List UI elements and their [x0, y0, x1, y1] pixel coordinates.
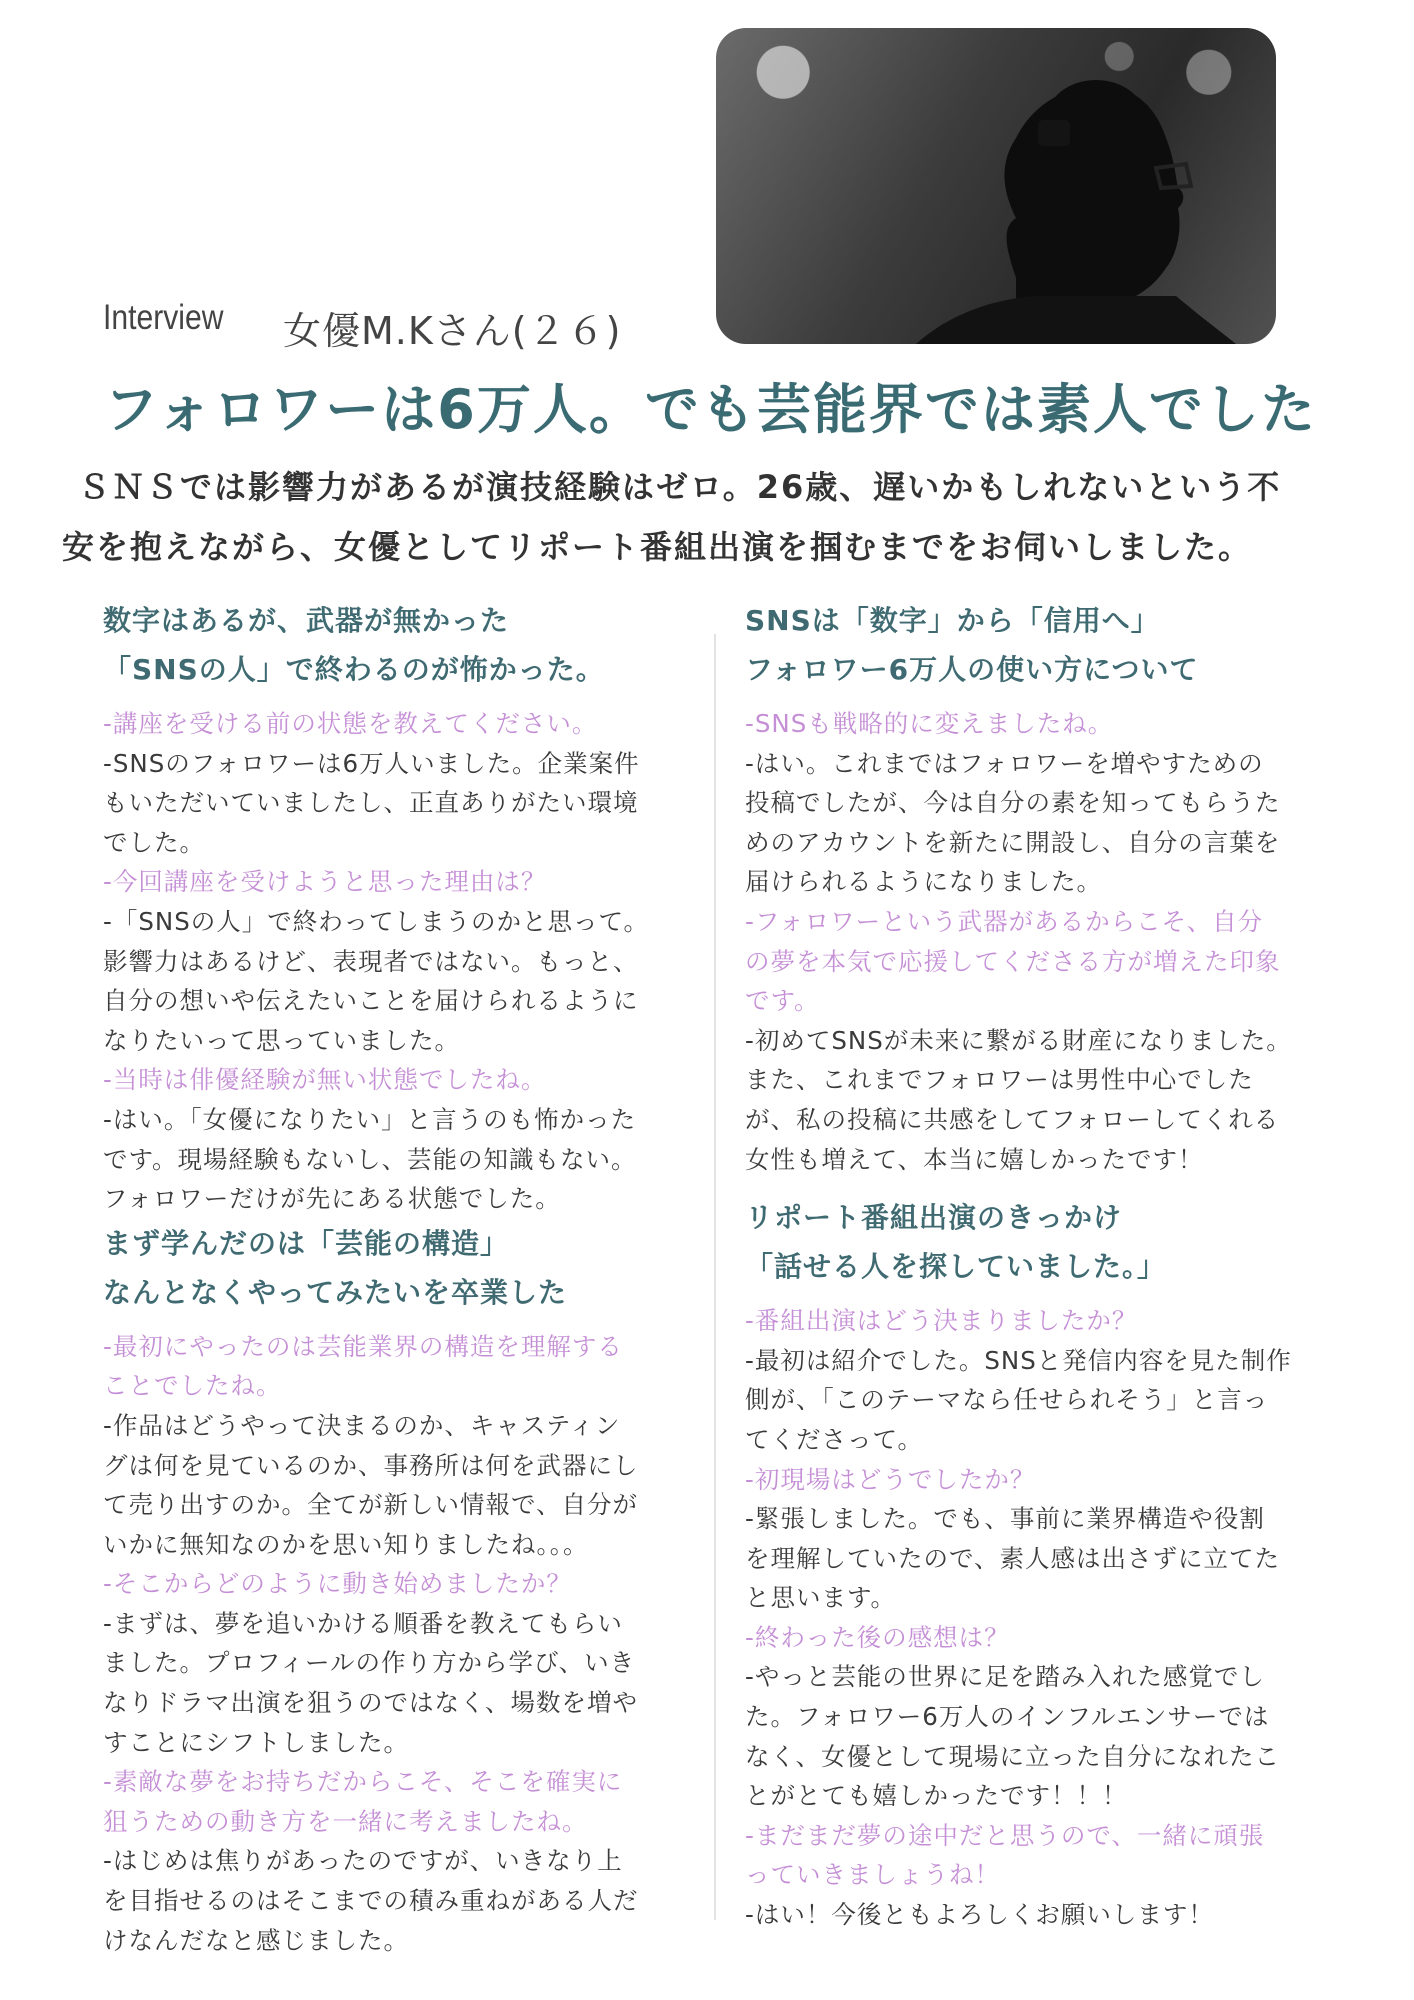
question: [103, 862, 683, 902]
column-divider: [714, 634, 716, 1920]
heading-line: フォロワー6万人の使い方について: [745, 653, 1199, 686]
heading-line: SNSは「数字」から「信用へ」: [745, 604, 1160, 637]
text-line: を理解していたので、素人感は出さずに立てた: [745, 1543, 1281, 1573]
text-line: もいただいていましたし、正直ありがたい環境: [103, 788, 639, 818]
answer: [745, 1499, 1325, 1618]
text-line: めのアカウントを新たに開設し、自分の言葉を: [745, 827, 1281, 857]
interview-label: Interview: [103, 298, 224, 337]
silhouette-graphic: [716, 28, 1276, 344]
text-line: てくださって。: [745, 1424, 924, 1454]
text-line: -SNSも戦略的に変えましたね。: [745, 709, 1114, 738]
heading-line: リポート番組出演のきっかけ: [745, 1201, 1123, 1235]
text-line: -はい。これまではフォロワーを増やすための: [745, 748, 1264, 778]
headline: フォロワーは6万人。でも芸能界では素人でした: [104, 378, 1317, 441]
section-heading: [103, 1219, 683, 1317]
answer: [103, 744, 683, 863]
text-line: と思います。: [745, 1583, 897, 1613]
question: [103, 1762, 683, 1841]
text-line: 影響力はあるけど、表現者ではない。もっと、: [103, 946, 639, 976]
answer: [103, 902, 683, 1060]
text-line: なりたいって思っていました。: [103, 1025, 460, 1055]
text-line: を目指せるのはそこまでの積み重ねがある人だ: [103, 1886, 639, 1916]
text-line: -まだまだ夢の途中だと思うので、一緒に頑張: [745, 1820, 1265, 1850]
question: [745, 1816, 1325, 1895]
text-line: 届けられるようになりました。: [745, 867, 1102, 897]
question: [103, 704, 683, 744]
text-line: 側が、「このテーマなら任せられそう」と言っ: [745, 1385, 1269, 1415]
text-line: -今回講座を受けようと思った理由は？: [103, 867, 547, 897]
question: [103, 1564, 683, 1604]
question: [745, 1618, 1325, 1658]
text-line: が、私の投稿に共感をしてフォローしてくれる: [745, 1104, 1280, 1134]
text-line: とがとても嬉しかったです！！！: [745, 1781, 1128, 1811]
question: [745, 1301, 1325, 1341]
heading-line: まず学んだのは「芸能の構造」: [103, 1226, 510, 1260]
answer: [103, 1406, 683, 1564]
text-line: なりドラマ出演を狙うのではなく、場数を増や: [103, 1688, 639, 1718]
answer: [745, 1021, 1325, 1179]
lead-line: 安を抱えながら、女優としてリポート番組出演を掴むまでをお伺いしました。: [62, 528, 1253, 566]
text-line: た。フォロワー6万人のインフルエンサーでは: [745, 1702, 1270, 1732]
text-line: -素敵な夢をお持ちだからこそ、そこを確実に: [103, 1767, 623, 1797]
text-line: -番組出演はどう決まりましたか？: [745, 1306, 1138, 1336]
question: [103, 1060, 683, 1100]
text-line: フォロワーだけが先にある状態でした。: [103, 1184, 561, 1214]
answer: [103, 1100, 683, 1219]
question: [745, 902, 1325, 1021]
text-line: っていきましょうね！: [745, 1860, 1000, 1890]
section-heading: [745, 1193, 1325, 1291]
text-line: -SNSのフォロワーは6万人いました。企業案件: [103, 748, 640, 778]
text-line: -「SNSの人」で終わってしまうのかと思って。: [103, 906, 650, 936]
text-line: -まずは、夢を追いかける順番を教えてもらい: [103, 1608, 623, 1638]
left-column: [103, 596, 683, 1960]
text-line: また、これまでフォロワーは男性中心でした: [745, 1065, 1254, 1095]
answer: [103, 1841, 683, 1960]
text-line: 投稿でしたが、今は自分の素を知ってもらうた: [745, 788, 1281, 818]
text-line: -初現場はどうでしたか？: [745, 1464, 1036, 1494]
text-line: -やっと芸能の世界に足を踏み入れた感覚でし: [745, 1662, 1265, 1692]
answer: [745, 1895, 1325, 1935]
text-line: 狙うための動き方を一緒に考えましたね。: [103, 1806, 588, 1836]
text-line: グは何を見ているのか、事務所は何を武器にし: [103, 1450, 639, 1480]
heading-line: 「話せる人を探していました。」: [745, 1250, 1167, 1284]
text-line: -講座を受ける前の状態を教えてください。: [103, 709, 598, 738]
heading-line: なんとなくやってみたいを卒業した: [103, 1275, 568, 1309]
text-line: なく、女優として現場に立った自分になれたこ: [745, 1741, 1281, 1771]
question: [745, 704, 1325, 744]
text-line: です。現場経験もないし、芸能の知識もない。: [103, 1144, 637, 1174]
answer: [745, 1657, 1325, 1815]
text-line: 自分の想いや伝えたいことを届けられるように: [103, 986, 639, 1016]
question: [745, 1460, 1325, 1500]
text-line: ました。プロフィールの作り方から学び、いき: [103, 1648, 636, 1678]
text-line: けなんだなと感じました。: [103, 1925, 409, 1955]
text-line: ことでしたね。: [103, 1371, 282, 1401]
text-line: -作品はどうやって決まるのか、キャスティン: [103, 1410, 621, 1440]
text-line: -緊張しました。でも、事前に業界構造や役割: [745, 1504, 1265, 1534]
woman-silhouette-photo: [716, 28, 1276, 344]
section-heading: [745, 596, 1325, 694]
text-line: の夢を本気で応援してくださる方が増えた印象: [745, 946, 1281, 976]
text-line: て売り出すのか。全てが新しい情報で、自分が: [103, 1490, 639, 1520]
section-heading: [103, 596, 683, 694]
text-line: -フォロワーという武器があるからこそ、自分: [745, 906, 1264, 936]
text-line: -当時は俳優経験が無い状態でしたね。: [103, 1065, 547, 1095]
text-line: -初めてSNSが未来に繋がる財産になりました。: [745, 1025, 1292, 1055]
text-line: -最初は紹介でした。SNSと発信内容を見た制作: [745, 1345, 1292, 1375]
right-column: [745, 596, 1325, 1935]
text-line: です。: [745, 986, 820, 1016]
lead-paragraph: [62, 457, 1352, 577]
text-line: 女性も増えて、本当に嬉しかったです！: [745, 1144, 1204, 1174]
text-line: すことにシフトしました。: [103, 1727, 409, 1757]
text-line: -最初にやったのは芸能業界の構造を理解する: [103, 1331, 623, 1361]
answer: [745, 744, 1325, 902]
text-line: でした。: [103, 827, 205, 857]
heading-line: 「SNSの人」で終わるのが怖かった。: [103, 653, 605, 686]
text-line: いかに無知なのかを思い知りましたね。。。: [103, 1529, 589, 1559]
lead-line: ＳＮＳでは影響力があるが演技経験はゼロ。26歳、遅いかもしれないという不: [78, 468, 1282, 506]
text-line: -終わった後の感想は？: [745, 1622, 1010, 1652]
answer: [745, 1341, 1325, 1460]
text-line: -はい。「女優になりたい」と言うのも怖かった: [103, 1104, 637, 1134]
question: [103, 1327, 683, 1406]
text-line: -はじめは焦りがあったのですが、いきなり上: [103, 1846, 623, 1876]
heading-line: 数字はあるが、武器が無かった: [103, 604, 510, 637]
interviewee-name: 女優M.Kさん(２６): [283, 309, 622, 353]
text-line: -そこからどのように動き始めましたか？: [103, 1569, 572, 1599]
text-line: -はい！今後ともよろしくお願いします！: [745, 1900, 1214, 1930]
answer: [103, 1604, 683, 1762]
